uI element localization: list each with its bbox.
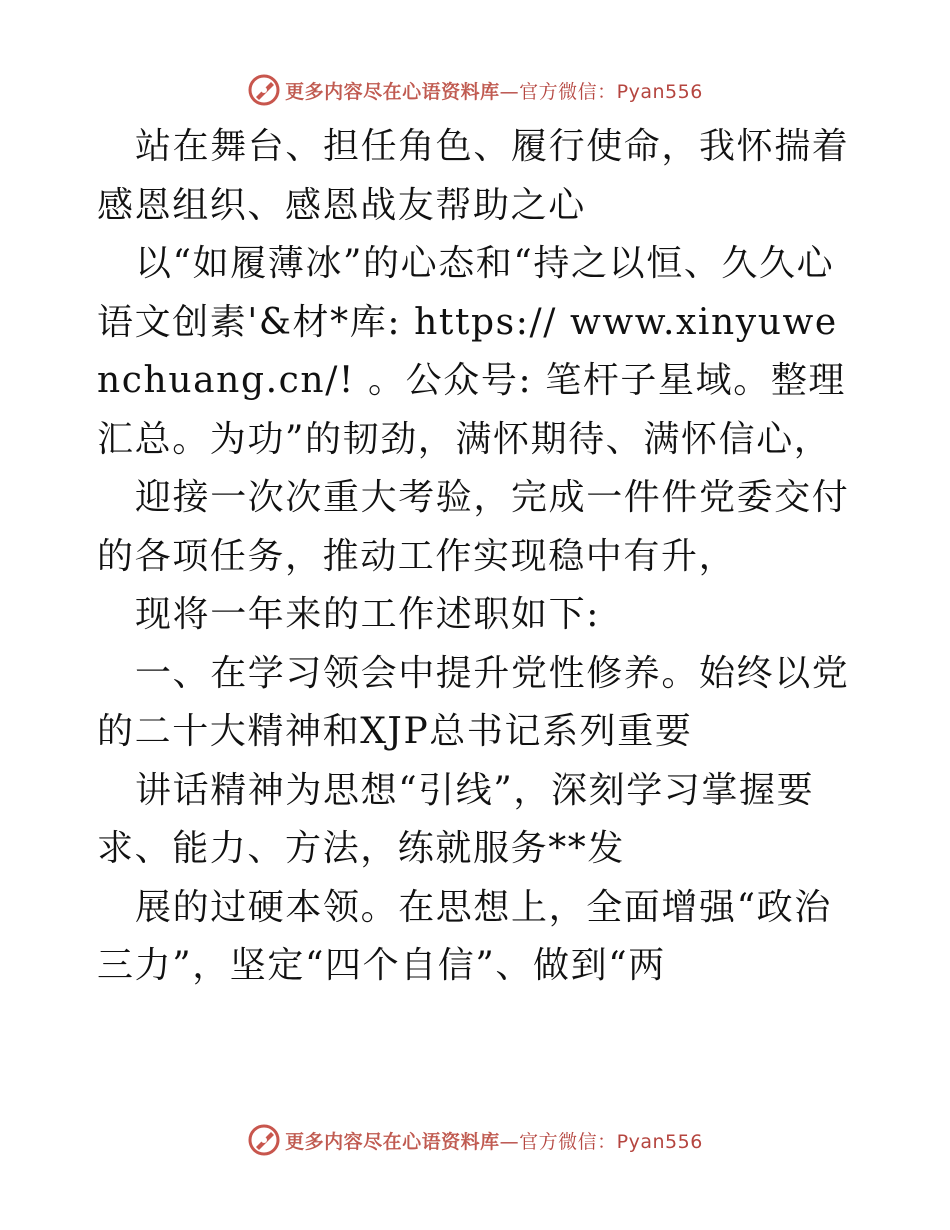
watermark-dash: — (499, 1130, 520, 1153)
watermark-dash: — (499, 80, 520, 103)
document-body (97, 118, 855, 996)
watermark-brand: 更多内容尽在心语资料库 (285, 1130, 500, 1153)
paragraph-4: 现将一年来的工作述职如下: (135, 594, 600, 635)
pen-logo-icon (247, 73, 281, 107)
paragraph-1: 站在舞台、担任角色、履行使命，我怀揣着感恩组织、感恩战友帮助之心 (97, 126, 850, 226)
watermark-wechat: 官方微信：Pyan556 (519, 80, 703, 103)
paragraph-2: 以“如履薄冰”的心态和“持之以恒、久久心语文创素'&材*库: https:// www.xinyuwenchuang.cn/! 。公众号: 笔杆子星域。整理汇总。为功”的韧劲，满怀期待、满怀信心， (97, 243, 847, 460)
watermark-banner-bottom (0, 1120, 950, 1160)
watermark-banner-top (0, 70, 950, 110)
watermark-text (285, 77, 703, 104)
paragraph-5: 一、在学习领会中提升党性修养。始终以党的二十大精神和XJP总书记系列重要 (97, 652, 850, 752)
paragraph-6: 讲话精神为思想“引线”，深刻学习掌握要求、能力、方法，练就服务**发 (97, 769, 815, 869)
watermark-brand: 更多内容尽在心语资料库 (285, 80, 500, 103)
watermark-wechat: 官方微信：Pyan556 (519, 1130, 703, 1153)
paragraph-3: 迎接一次次重大考验，完成一件件党委交付的各项任务，推动工作实现稳中有升， (97, 477, 850, 577)
watermark-text (285, 1127, 703, 1154)
paragraph-7: 展的过硬本领。在思想上，全面增强“政治三力”，坚定“四个自信”、做到“两 (97, 886, 832, 986)
pen-logo-icon (247, 1123, 281, 1157)
